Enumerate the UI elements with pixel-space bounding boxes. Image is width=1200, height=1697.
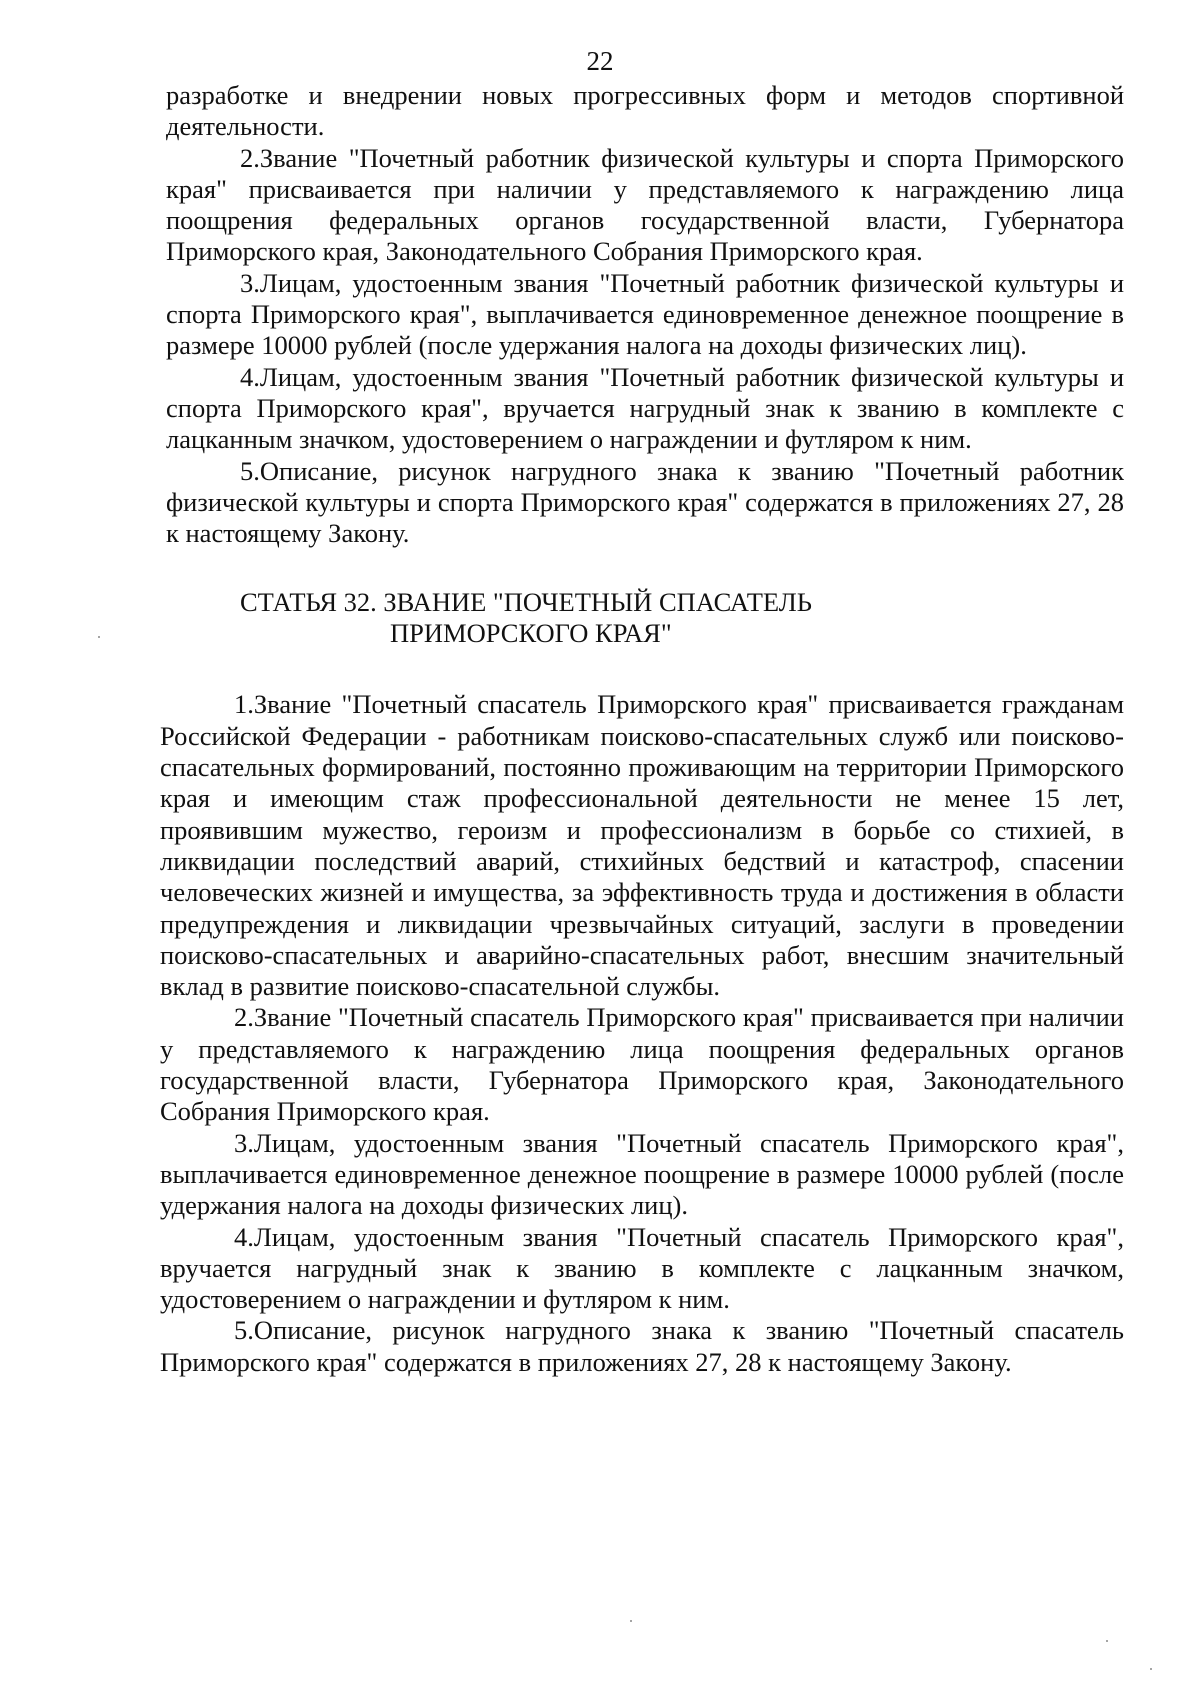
article-paragraph-5: 5.Описание, рисунок нагрудного знака к званию "Почетный спасатель Приморского края" содержатся в приложениях 27, 28 к настоящему Закону.: [160, 1315, 1124, 1377]
paragraph-4: 4.Лицам, удостоенным звания "Почетный работник физической культуры и спорта Приморского края", вручается нагрудный знак к званию в комплекте с лацканным значком, удостоверением о награждении и футляром к ним.: [166, 361, 1124, 455]
article-paragraph-1: 1.Звание "Почетный спасатель Приморского края" присваивается гражданам Российской Федерации - работникам поисково-спасательных служб или поисково-спасательных формирований, постоянно проживающим на территории Приморского края и имеющим стаж профессиональной деятельности не менее 15 лет, проявившим мужество, героизм и профессионализм в борьбе со стихией, в ликвидации последствий аварий, стихийных бедствий и катастроф, спасении человеческих жизней и имущества, за эффективность труда и достижения в области предупреждения и ликвидации чрезвычайных ситуаций, заслуги в проведении поисково-спасательных и аварийно-спасательных работ, внесшим значительный вклад в развитие поисково-спасательной службы.: [160, 689, 1124, 1002]
heading-line-1: СТАТЬЯ 32. ЗВАНИЕ "ПОЧЕТНЫЙ СПАСАТЕЛЬ: [240, 587, 812, 618]
article-32-heading: [166, 587, 1124, 649]
scan-speck: [98, 636, 100, 638]
article-paragraph-2: 2.Звание "Почетный спасатель Приморского края" присваивается при наличии у представляемого к награждению лица поощрения федеральных органов государственной власти, Губернатора Приморского края, Законодательного Собрания Приморского края.: [160, 1002, 1124, 1127]
paragraph-3: 3.Лицам, удостоенным звания "Почетный работник физической культуры и спорта Приморского края", выплачивается единовременное денежное поощрение в размере 10000 рублей (после удержания налога на доходы физических лиц).: [166, 267, 1124, 361]
scan-speck: [630, 1620, 632, 1622]
paragraph-2: 2.Звание "Почетный работник физической культуры и спорта Приморского края" присваивается при наличии у представляемого к награждению лица поощрения федеральных органов государственной власти, Губернатора Приморского края, Законодательного Собрания Приморского края.: [166, 142, 1124, 267]
article-32-body: [160, 689, 1124, 1378]
article-paragraph-3: 3.Лицам, удостоенным звания "Почетный спасатель Приморского края", выплачивается единовременное денежное поощрение в размере 10000 рублей (после удержания налога на доходы физических лиц).: [160, 1127, 1124, 1221]
paragraph-5: 5.Описание, рисунок нагрудного знака к званию "Почетный работник физической культуры и спорта Приморского края" содержатся в приложениях 27, 28 к настоящему Закону.: [166, 455, 1124, 549]
page-number: 22: [586, 46, 614, 76]
scan-speck: [1106, 1640, 1108, 1642]
article-paragraph-4: 4.Лицам, удостоенным звания "Почетный спасатель Приморского края", вручается нагрудный знак к званию в комплекте с лацканным значком, удостоверением о награждении и футляром к ним.: [160, 1221, 1124, 1315]
document-body: [160, 80, 1124, 1378]
paragraph-continuation: разработке и внедрении новых прогрессивных форм и методов спортивной деятельности.: [166, 80, 1124, 142]
heading-line-2: ПРИМОРСКОГО КРАЯ": [390, 618, 672, 649]
article-31-continuation: [166, 80, 1124, 549]
scan-speck: [1150, 1668, 1152, 1670]
